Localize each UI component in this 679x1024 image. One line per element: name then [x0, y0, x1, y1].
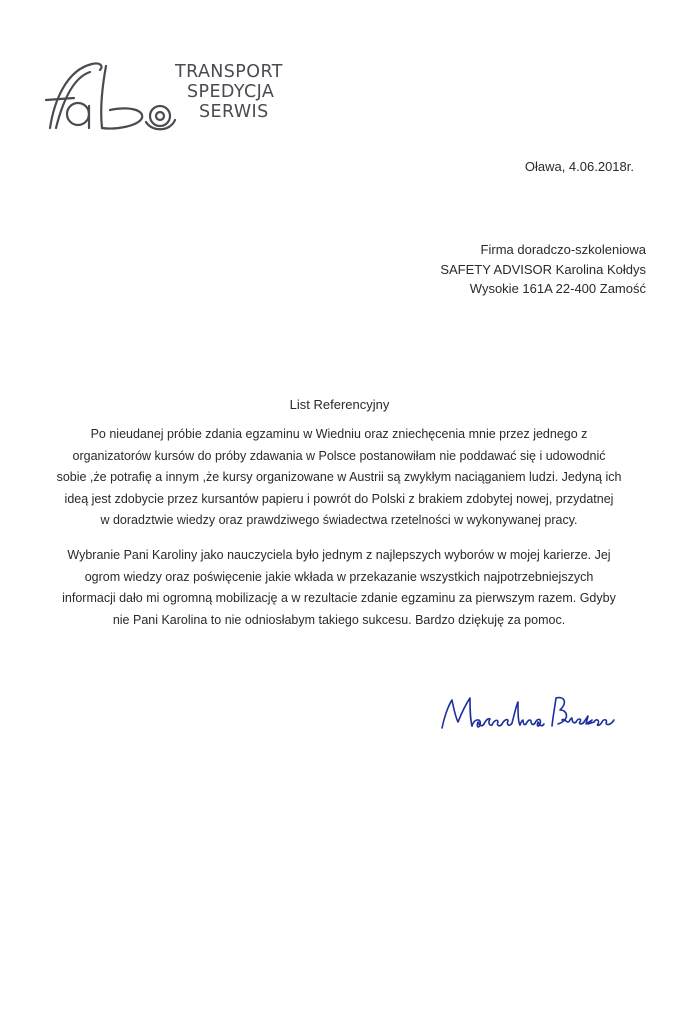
text-line: Po nieudanej próbie zdania egzaminu w Wiedniu oraz zniechęcenia mnie przez jednego z [90, 427, 588, 441]
text-line: nie Pani Karolina to nie odniosłabym takiego sukcesu. Bardzo dziękuję za pomoc. [112, 612, 566, 627]
recipient-line: Wysokie 161A 22-400 Zamość [469, 281, 646, 296]
text-line: ogrom wiedzy oraz poświęcenie jakie wkłada w przekazanie wszystkich najpotrzebniejszych [84, 569, 594, 584]
recipient-line: Firma doradczo-szkoleniowa [480, 242, 646, 257]
company-line-spedycja: SPEDYCJA [187, 82, 275, 102]
company-logo [44, 52, 334, 142]
text-line: sobie ,że potrafię a innym ,że kursy organizowane w Austrii są zwykłym naciąganiem ludzi. Jedyną ich [56, 470, 622, 484]
handwritten-signature [438, 692, 618, 740]
recipient-address [440, 240, 646, 299]
recipient-line: SAFETY ADVISOR Karolina Kołdys [440, 261, 646, 277]
text-line: Wybranie Pani Karoliny jako nauczyciela było jednym z najlepszych wyborów w mojej karierze. Jej [67, 548, 611, 562]
text-line: informacji dało mi ogromną mobilizację a w rezultacie zdanie egzaminu za pierwszym razem. Gdyby [62, 591, 616, 605]
company-line-transport: TRANSPORT [175, 62, 283, 82]
letter-date: Oława, 4.06.2018r. [524, 159, 634, 174]
paragraph-1 [44, 424, 634, 532]
company-line-serwis: SERWIS [199, 102, 269, 122]
text-line: organizatorów kursów do próby zdawania w Polsce postanowiłam nie poddawać się i udowodnić [72, 448, 606, 463]
letter-title: List Referencyjny [289, 397, 390, 412]
company-name [175, 62, 283, 122]
text-line: ideą jest zdobycie przez kursantów papieru i powrót do Polski z brakiem zdobytej nowej, przydatnej [64, 491, 614, 506]
paragraph-2 [44, 545, 634, 631]
company-logo-mark [44, 52, 179, 132]
text-line: w doradztwie wiedzy oraz prawdziwego świadectwa rzetelności w wykonywanej pracy. [100, 513, 578, 527]
